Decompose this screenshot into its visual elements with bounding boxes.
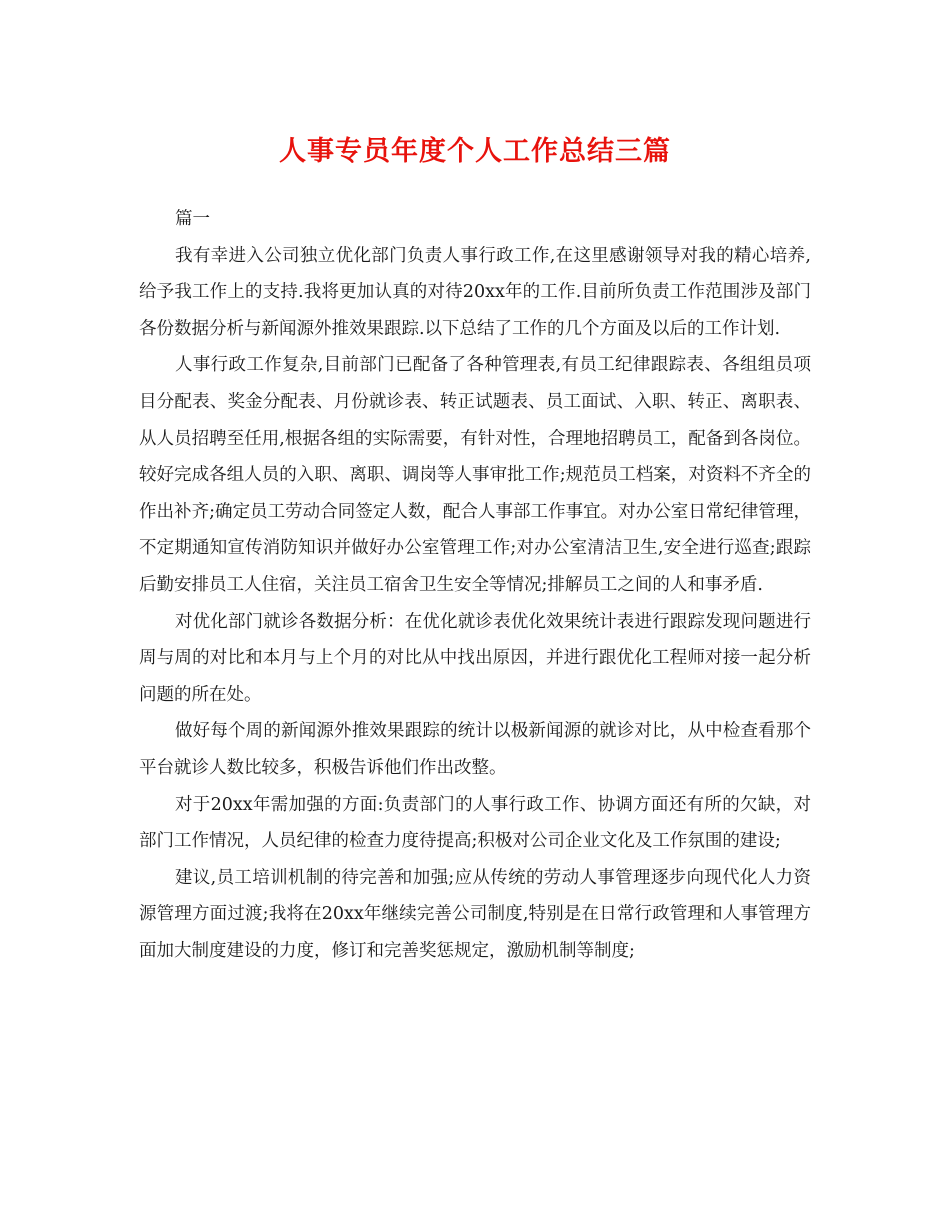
paragraph: 对优化部门就诊各数据分析：在优化就诊表优化效果统计表进行跟踪发现问题进行周与周的对比和本月与上个月的对比从中找出原因，并进行跟优化工程师对接一起分析问题的所在处。 (139, 611, 811, 705)
document-body (139, 201, 811, 969)
paragraph: 做好每个周的新闻源外推效果跟踪的统计以极新闻源的就诊对比，从中检查看那个平台就诊人数比较多，积极告诉他们作出改整。 (139, 721, 811, 778)
paragraph: 我有幸进入公司独立优化部门负责人事行政工作,在这里感谢领导对我的精心培养,给予我工作上的支持.我将更加认真的对待20xx年的工作.目前所负责工作范围涉及部门各份数据分析与新闻源外推效果跟踪.以下总结了工作的几个方面及以后的工作计划. (139, 245, 811, 339)
paragraph: 人事行政工作复杂,目前部门已配备了各种管理表,有员工纪律跟踪表、各组组员项目分配表、奖金分配表、月份就诊表、转正试题表、员工面试、入职、转正、离职表、从人员招聘至任用,根据各组的实际需要，有针对性，合理地招聘员工，配备到各岗位。较好完成各组人员的入职、离职、调岗等人事审批工作;规范员工档案，对资料不齐全的作出补齐;确定员工劳动合同签定人数，配合人事部工作事宜。对办公室日常纪律管理，不定期通知宣传消防知识并做好办公室管理工作;对办公室清洁卫生,安全进行巡查;跟踪后勤安排员工人住宿，关注员工宿舍卫生安全等情况;排解员工之间的人和事矛盾. (139, 355, 811, 595)
paragraph: 对于20xx年需加强的方面:负责部门的人事行政工作、协调方面还有所的欠缺，对部门工作情况，人员纪律的检查力度待提高;积极对公司企业文化及工作氛围的建设; (139, 794, 811, 852)
paragraph: 建议,员工培训机制的待完善和加强;应从传统的劳动人事管理逐步向现代化人力资源管理方面过渡;我将在20xx年继续完善公司制度,特别是在日常行政管理和人事管理方面加大制度建设的力度，修订和完善奖惩规定，激励机制等制度; (139, 867, 811, 961)
document-title: 人事专员年度个人工作总结三篇 (279, 136, 671, 167)
section-heading: 篇一 (175, 209, 210, 229)
